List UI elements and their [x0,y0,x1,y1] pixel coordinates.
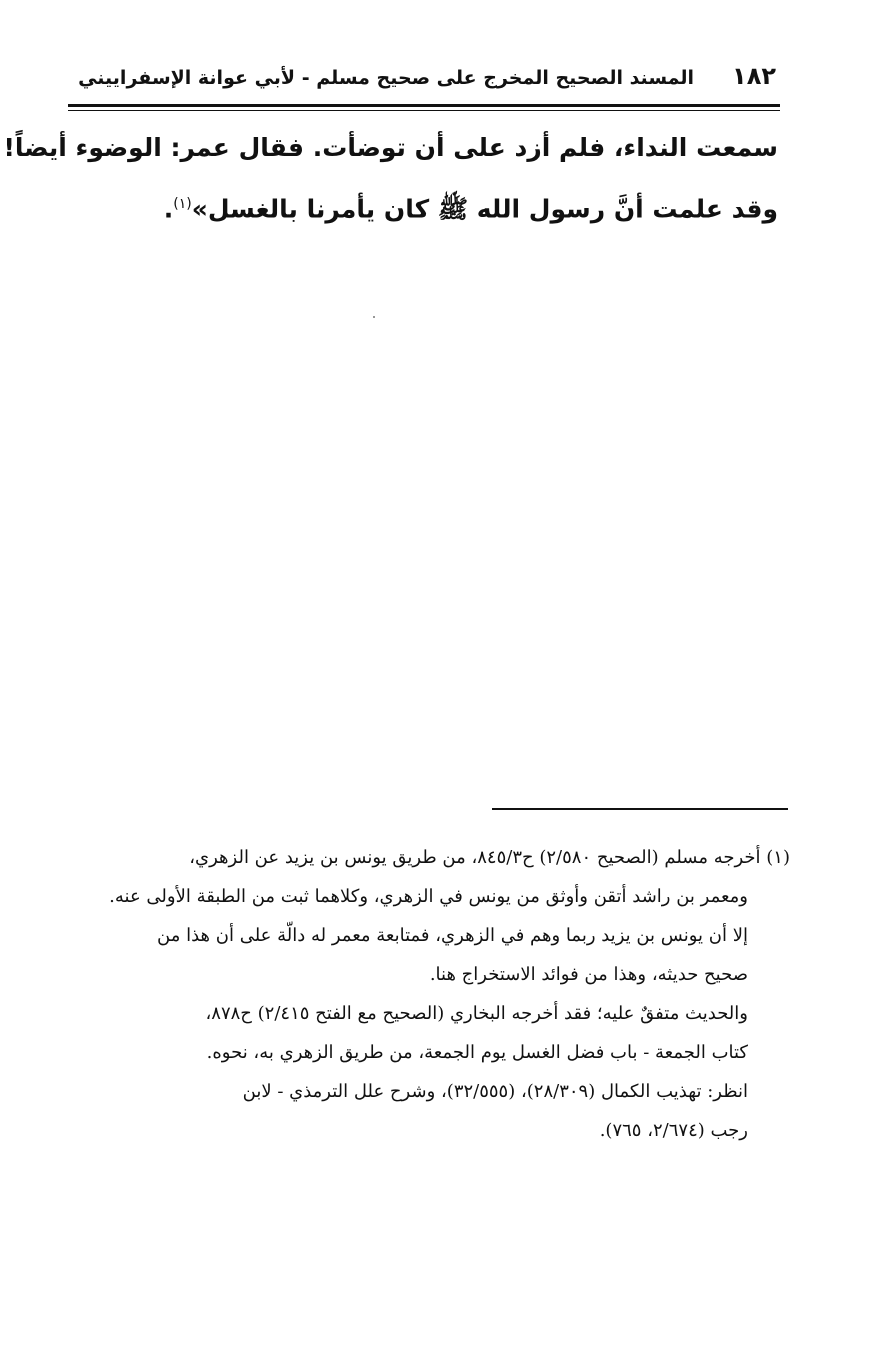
header-rule-thin [68,110,780,111]
main-text-line-1: سمعت النداء، فلم أزد على أن توضأت. فقال عمر: الوضوء أيضاً! [3,133,778,162]
footnote-line: (١) أخرجه مسلم (الصحيح ٢/٥٨٠) ح٨٤٥/٣، من طريق يونس بن يزيد عن الزهري، [189,847,790,868]
footnote-reference: (١) [173,196,192,212]
footnote-separator [492,808,788,810]
main-text [3,120,778,237]
footnote-line: إلا أن يونس بن يزيد ربما وهم في الزهري، فمتابعة معمر له دالّة على أن هذا من [157,925,748,946]
running-title: المسند الصحيح المخرج على صحيح مسلم - لأبي عوانة الإسفراييني [78,67,695,89]
main-text-line-2-end: . [163,194,174,224]
print-speck [373,316,375,318]
footnote-line: رجب (٢/٦٧٤، ٧٦٥). [599,1120,748,1141]
footnote-line: ومعمر بن راشد أتقن وأوثق من يونس في الزهري، وكلاهما ثبت من الطبقة الأولى عنه. [109,886,748,907]
page-header [70,62,780,102]
footnote-line: والحديث متفقٌ عليه؛ فقد أخرجه البخاري (الصحيح مع الفتح ٢/٤١٥) ح٨٧٨، [205,1003,748,1024]
header-rule-thick [68,104,780,107]
main-text-line-2-body: وقد علمت أنَّ رسول الله ﷺ كان يأمرنا بالغسل» [191,194,778,224]
footnote-line: كتاب الجمعة - باب فضل الغسل يوم الجمعة، من طريق الزهري به، نحوه. [206,1042,748,1063]
footnotes [78,838,790,1150]
main-text-line-2 [72,176,778,237]
footnote-line: صحيح حديثه، وهذا من فوائد الاستخراج هنا. [429,964,748,985]
page-number: ١٨٢ [732,62,776,90]
footnote-line: انظر: تهذيب الكمال (٢٨/٣٠٩)، (٣٢/٥٥٥)، وشرح علل الترمذي - لابن [242,1081,748,1102]
